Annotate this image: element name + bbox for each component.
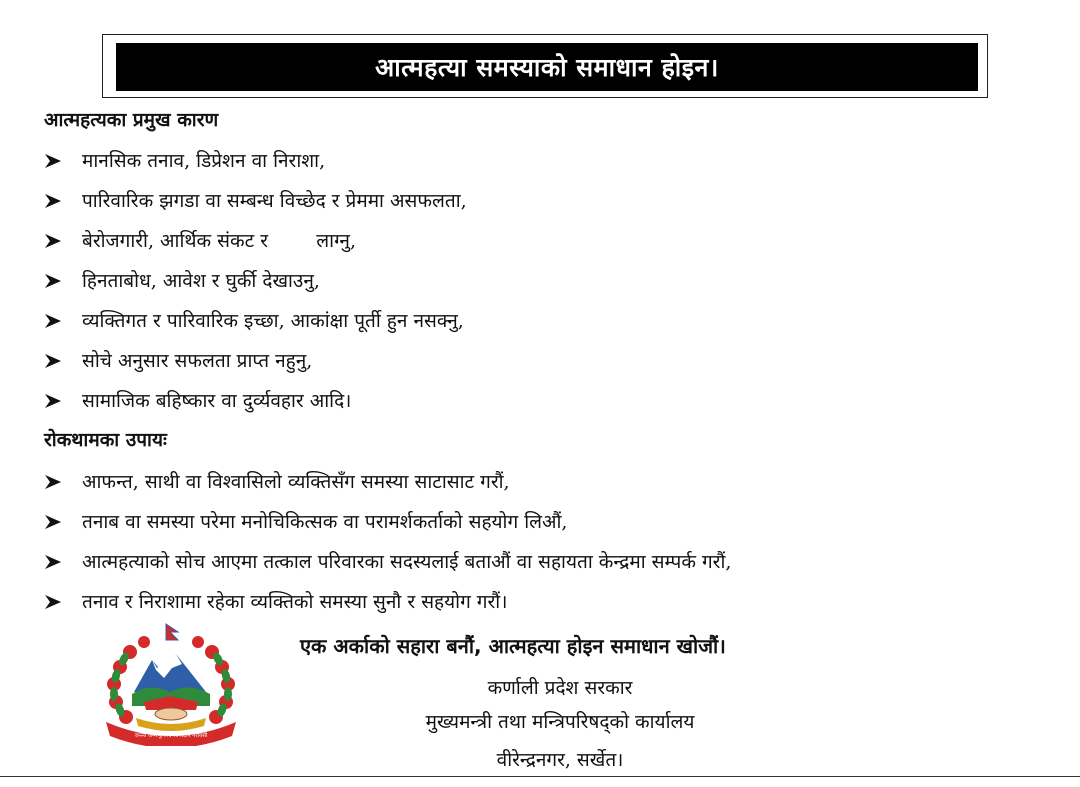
list-item — [44, 467, 510, 497]
arrow-bullet-icon — [44, 233, 62, 249]
cause-text: मानसिक तनाव, डिप्रेशन वा निराशा, — [82, 150, 326, 172]
prevention-heading: रोकथामका उपायः — [44, 429, 167, 451]
cause-text: सोचे अनुसार सफलता प्राप्त नहुनु, — [82, 350, 313, 372]
arrow-bullet-icon — [44, 313, 62, 329]
list-item — [44, 346, 312, 376]
cause-text: बेरोजगारी, आर्थिक संकट र लाग्नु, — [82, 230, 357, 252]
cause-text: हिनताबोध, आवेश र घुर्की देखाउनु, — [82, 270, 320, 292]
nepal-government-emblem-icon — [100, 622, 242, 746]
list-item — [44, 386, 351, 416]
cause-text: सामाजिक बहिष्कार वा दुर्व्यवहार आदि। — [82, 390, 352, 412]
bottom-divider — [0, 776, 1080, 777]
list-item — [44, 146, 325, 176]
prevention-text: तनाब वा समस्या परेमा मनोचिकित्सक वा परामर्शकर्ताको सहयोग लिऔं, — [82, 511, 568, 533]
arrow-bullet-icon — [44, 153, 62, 169]
cause-text: पारिवारिक झगडा वा सम्बन्ध विच्छेद र प्रेममा असफलता, — [82, 190, 467, 212]
cause-text: व्यक्तिगत र पारिवारिक इच्छा, आकांक्षा पूर्ती हुन नसक्नु, — [82, 310, 464, 332]
list-item — [44, 266, 320, 296]
prevention-text: तनाव र निराशामा रहेका व्यक्तिको समस्या सुनौ र सहयोग गरौं। — [82, 591, 508, 613]
list-item — [44, 587, 507, 617]
list-item — [44, 226, 356, 256]
list-item — [44, 507, 567, 537]
list-item — [44, 306, 464, 336]
arrow-bullet-icon — [44, 193, 62, 209]
office-address: वीरेन्द्रनगर, सर्खेत। — [496, 749, 624, 771]
causes-heading: आत्महत्यका प्रमुख कारण — [44, 109, 219, 131]
arrow-bullet-icon — [44, 594, 62, 610]
arrow-bullet-icon — [44, 514, 62, 530]
list-item — [44, 186, 467, 216]
list-item — [44, 547, 731, 577]
emblem-ribbon-text: जननी जन्मभूमिश्च स्वर्गादपि गरीयसी — [134, 733, 208, 739]
arrow-bullet-icon — [44, 474, 62, 490]
page-title: आत्महत्या समस्याको समाधान होइन। — [116, 43, 978, 91]
arrow-bullet-icon — [44, 353, 62, 369]
arrow-bullet-icon — [44, 273, 62, 289]
prevention-text: आत्महत्याको सोच आएमा तत्काल परिवारका सदस्यलाई बताऔं वा सहायता केन्द्रमा सम्पर्क गरौं, — [82, 551, 732, 573]
office-province: कर्णाली प्रदेश सरकार — [487, 677, 633, 699]
prevention-text: आफन्त, साथी वा विश्वासिलो व्यक्तिसँग समस्या साटासाट गरौं, — [82, 471, 510, 493]
office-name: मुख्यमन्त्री तथा मन्त्रिपरिषद्को कार्यालय — [425, 711, 695, 733]
slogan: एक अर्काको सहारा बनौं, आत्महत्या होइन समाधान खोजौं। — [300, 634, 726, 658]
arrow-bullet-icon — [44, 393, 62, 409]
arrow-bullet-icon — [44, 554, 62, 570]
